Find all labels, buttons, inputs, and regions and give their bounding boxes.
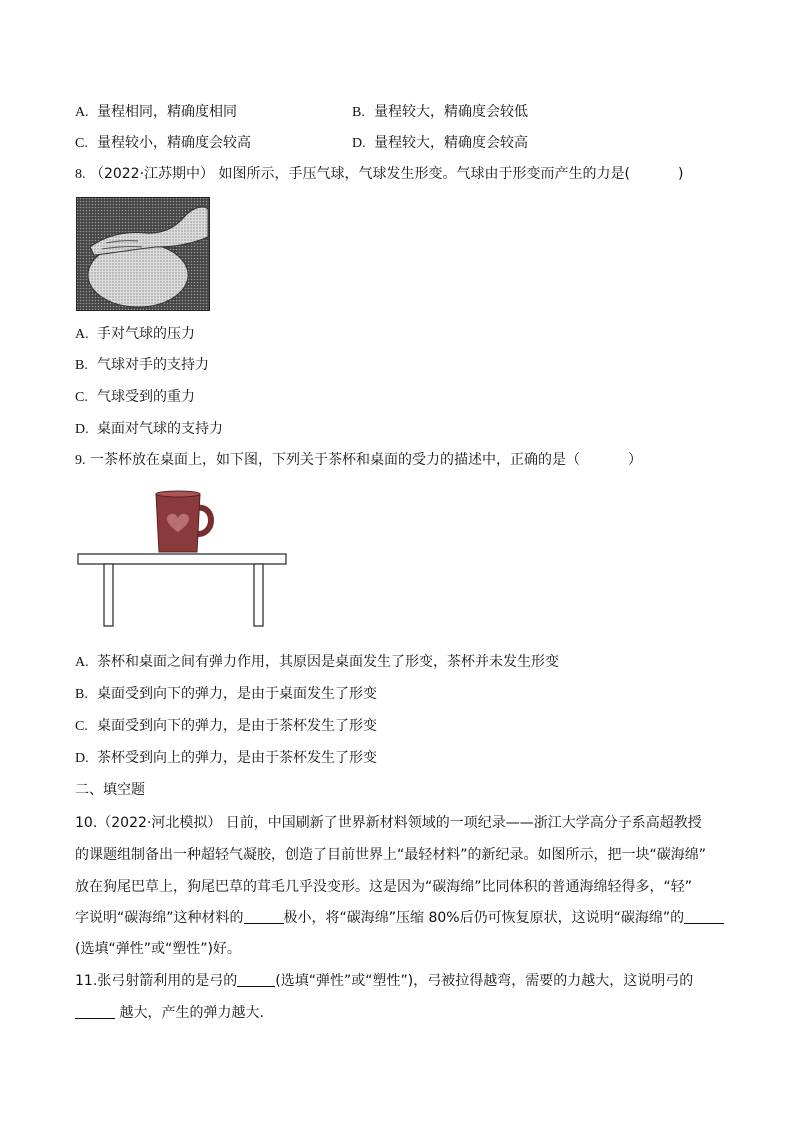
q8-option-a[interactable]: A. 手对气球的压力 <box>75 326 195 342</box>
q9-option-b[interactable]: B. 桌面受到向下的弹力，是由于桌面发生了形变 <box>75 686 377 702</box>
q11-blank-2[interactable] <box>75 1004 115 1019</box>
q7-option-c[interactable]: C. 量程较小，精确度会较高 <box>75 135 251 151</box>
q8-option-d[interactable]: D. 桌面对气球的支持力 <box>75 421 223 437</box>
q8-source: （2022·江苏期中） <box>89 166 215 182</box>
q9-option-c[interactable]: C. 桌面受到向下的弹力，是由于茶杯发生了形变 <box>75 718 377 734</box>
q10-line-1: 10.（2022·河北模拟） 日前，中国刷新了世界新材料领域的一项纪录——浙江大学高分子系高超教授 <box>75 815 702 831</box>
q10-blank-2[interactable] <box>684 909 724 924</box>
q10-line-4: 字说明“碳海绵”这种材料的 极小，将“碳海绵”压缩 80%后仍可恢复原状，这说明“碳海绵”的 <box>75 908 724 928</box>
q8-option-b[interactable]: B. 气球对手的支持力 <box>75 357 209 373</box>
q11-blank-1[interactable] <box>237 972 275 987</box>
q7-option-b[interactable]: B. 量程较大，精确度会较低 <box>352 104 528 120</box>
q9-option-a[interactable]: A. 茶杯和桌面之间有弹力作用，其原因是桌面发生了形变，茶杯并未发生形变 <box>75 654 559 670</box>
q8-stem: 8. （2022·江苏期中） 如图所示，手压气球，气球发生形变。气球由于形变而产生的力是( ) <box>75 166 684 182</box>
q7-option-d[interactable]: D. 量程较大，精确度会较高 <box>352 135 528 151</box>
q7-options-row-1 <box>75 102 715 122</box>
balloon-hand-figure <box>76 197 210 311</box>
cup-on-table-image <box>76 488 290 630</box>
q10-blank-1[interactable] <box>244 909 284 924</box>
q11-line-1: 11.张弓射箭利用的是弓的 (选填“弹性”或“塑性”)，弓被拉得越弯，需要的力越大，这说明弓的 <box>75 973 694 989</box>
q11-line-2: 越大，产生的弹力越大. <box>75 1003 264 1023</box>
q10-line-3: 放在狗尾巴草上，狗尾巴草的茸毛几乎没变形。这是因为“碳海绵”比同体积的普通海绵轻得多，“轻” <box>75 879 693 895</box>
q7-option-a[interactable]: A. 量程相同，精确度相同 <box>75 104 237 120</box>
q10-line-2: 的课题组制备出一种超轻气凝胶，创造了目前世界上“最轻材料”的新纪录。如图所示，把一块“碳海绵” <box>75 847 707 863</box>
q9-stem: 9. 一茶杯放在桌面上，如下图，下列关于茶杯和桌面的受力的描述中，正确的是（ ） <box>75 452 642 468</box>
balloon-hand-image <box>76 197 210 311</box>
q10-line-5: (选填“弹性”或“塑性”)好。 <box>75 941 241 957</box>
q8-option-c[interactable]: C. 气球受到的重力 <box>75 389 195 405</box>
section-title-fill-in: 二、填空题 <box>75 782 145 798</box>
cup-on-table-figure <box>76 488 290 630</box>
q7-options-row-2 <box>75 133 715 153</box>
q9-option-d[interactable]: D. 茶杯受到向上的弹力，是由于茶杯发生了形变 <box>75 750 377 766</box>
